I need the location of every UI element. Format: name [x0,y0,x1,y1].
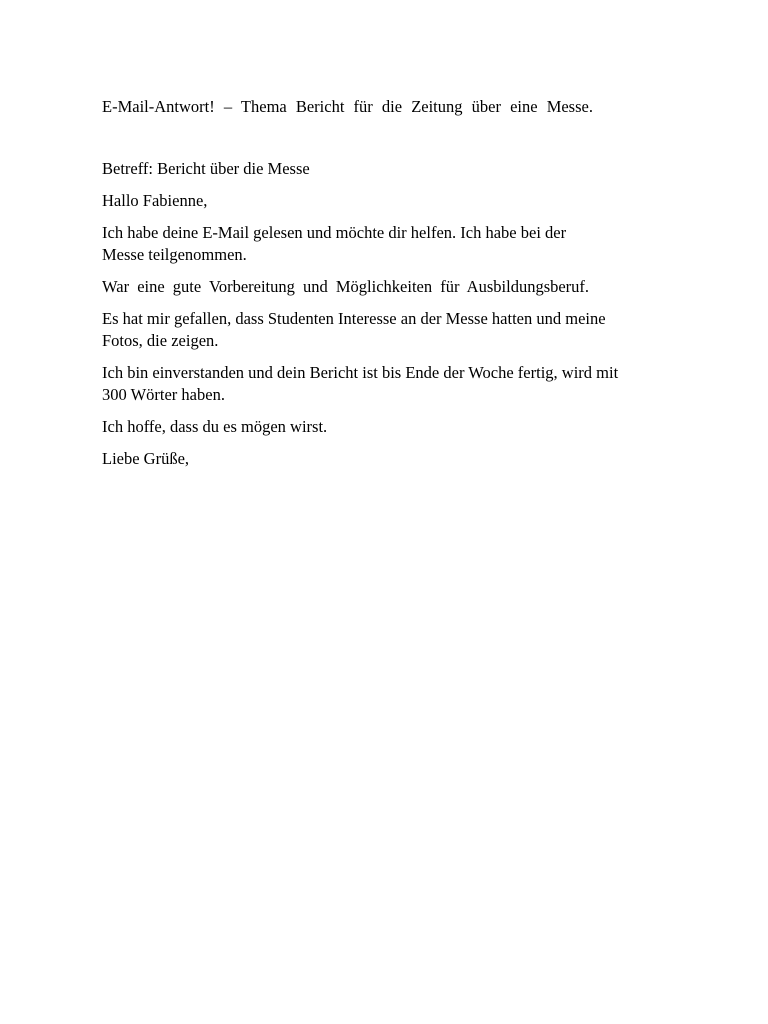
paragraph-3-line-2: Fotos, die zeigen. [102,331,219,350]
paragraph-4-line-1: Ich bin einverstanden und dein Bericht ist bis Ende der Woche fertig, wird mit [102,363,619,382]
email-body [102,158,682,480]
paragraph-4-line-2: 300 Wörter haben. [102,385,225,404]
email-closing: Liebe Grüße, [102,449,190,468]
paragraph-3-line-1: Es hat mir gefallen, dass Studenten Interesse an der Messe hatten und meine [102,309,606,328]
email-paragraph-3 [102,308,682,352]
email-paragraph-5: Ich hoffe, dass du es mögen wirst. [102,417,328,436]
paragraph-1-line-2: Messe teilgenommen. [102,245,247,264]
email-subject: Betreff: Bericht über die Messe [102,159,310,178]
email-paragraph-2: War eine gute Vorbereitung und Möglichkeiten für Ausbildungsberuf. [102,277,590,296]
email-paragraph-4 [102,362,682,406]
paragraph-1-line-1: Ich habe deine E-Mail gelesen und möchte dir helfen. Ich habe bei der [102,223,567,242]
document-heading: E-Mail-Antwort! – Thema Bericht für die Zeitung über eine Messe. [102,97,593,116]
email-greeting: Hallo Fabienne, [102,191,208,210]
email-paragraph-1 [102,222,682,266]
